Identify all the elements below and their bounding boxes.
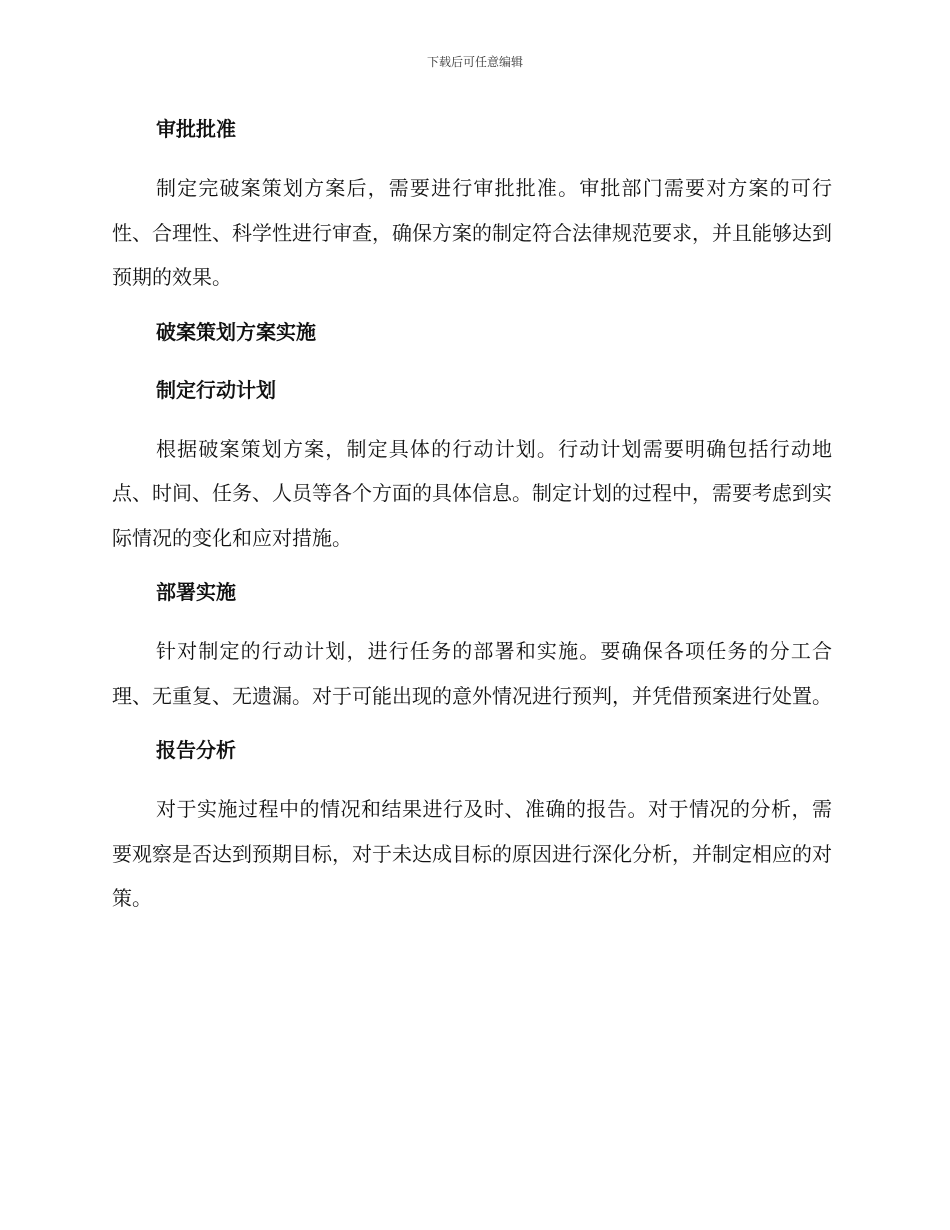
- header-note: 下载后可任意编辑: [426, 55, 523, 69]
- document-body: [112, 112, 832, 921]
- section-heading-action-plan: 制定行动计划: [156, 377, 276, 402]
- section-heading-report-analysis: 报告分析: [156, 738, 236, 762]
- section-heading-implementation: 破案策划方案实施: [156, 319, 316, 344]
- section-heading-approval: 审批批准: [156, 117, 236, 141]
- section-heading-deployment: 部署实施: [156, 580, 236, 604]
- section-paragraph-deployment: 针对制定的行动计划，进行任务的部署和实施。要确保各项任务的分工合理、无重复、无遗漏。对于可能出现的意外情况进行预判，并凭借预案进行处置。: [112, 639, 832, 708]
- section-paragraph-report-analysis: 对于实施过程中的情况和结果进行及时、准确的报告。对于情况的分析，需要观察是否达到预期目标，对于未达成目标的原因进行深化分析，并制定相应的对策。: [112, 797, 832, 910]
- section-paragraph-approval: 制定完破案策划方案后，需要进行审批批准。审批部门需要对方案的可行性、合理性、科学性进行审查，确保方案的制定符合法律规范要求，并且能够达到预期的效果。: [112, 176, 832, 289]
- section-paragraph-action-plan: 根据破案策划方案，制定具体的行动计划。行动计划需要明确包括行动地点、时间、任务、人员等各个方面的具体信息。制定计划的过程中，需要考虑到实际情况的变化和应对措施。: [112, 436, 832, 550]
